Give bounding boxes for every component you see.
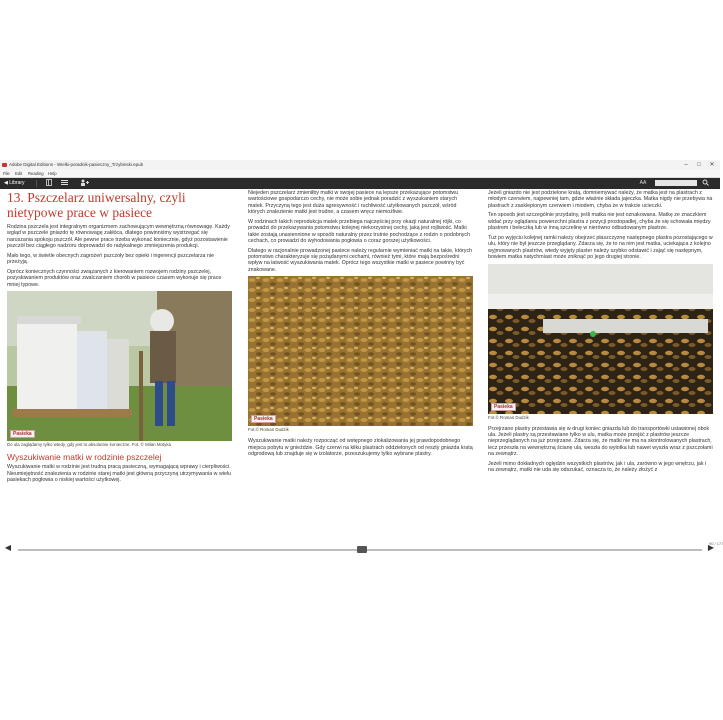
close-button[interactable]: ✕ [709,162,715,168]
next-page-arrow-icon[interactable]: ▶ [707,543,715,552]
publisher-logo: Pasieka [491,403,516,411]
bees-frame-photo [248,276,473,426]
queen-bee-photo [488,264,713,414]
photo-caption: Fot.© Roman Dudzik [248,427,289,433]
library-button[interactable]: ◀ Library [4,180,25,186]
paragraph: Przejrzane plastry przestawia się w drugi koniec gniazda lub do transportówki ustawionej obok ula. Jeżeli plastry są przestawiane tylko w ulu, matka może przejść z plastrów jeszcze nieprzeglądanych na już przejrzane. Zdarza się, że matki nie ma na skontrolowanych plastrach, lecz przeszła na wewnętrzną ścianę ula, weszła do wylotka lub nawet wyszła wraz z pszczołami na zewnątrz. [488,425,713,458]
page-indicator: 90 / 177 [709,541,723,546]
menu-bar [0,170,720,178]
paragraph: Mało tego, w świetle obecnych zagrożeń pszczoły bez opieki i ingerencji pszczelarza nie przeżyją. [7,252,214,266]
list-icon[interactable] [60,179,68,188]
toolbar-separator [36,180,37,187]
photo-caption: Fot.© Roman Dudzik [488,414,529,420]
paragraph: W rodzinach takich reprodukcja matek przebiega najczęściej przy okazji naturalnej rójki, co prowadzi do przekazywania potomstwu kolejnej niekorzystnej cechy, jaką jest rojliwość. Matki takie zostają unasiennione w sposób naturalny przez trutnie pochodzące z rodzin o podobnych cechach, co prowadzi do wyhodowania pogłowia o coraz gorszej użytkowości. [248,218,471,245]
paragraph: Niejeden pszczelarz zmieniłby matki w swojej pasiece na lepsze przekazujące potomstwu wartościowe gospodarczo cechy, nie może sobie jednak poradzić z wyszukaniem starych matek. Przyczyną tego jest duża agresywność i ruchliwość użytkowanych pszczół, wśród których znalezienie matki jest trudne, a czasem wręcz niemożliwe. [248,190,459,216]
bookmark-icon[interactable] [79,179,89,188]
toolbar [0,178,720,189]
publisher-logo: Pasieka [10,430,35,438]
title-bar [0,160,720,170]
section-subtitle: Wyszukiwanie matki w rodzinie pszczelej [7,452,162,463]
app-icon [2,163,7,167]
reader-window [0,160,720,560]
minimize-button[interactable]: ‒ [684,162,688,168]
panel-icon[interactable] [45,179,53,188]
search-icon[interactable] [700,179,710,188]
text-column-2 [248,190,473,461]
menu-edit[interactable]: Edit [15,171,23,176]
search-input[interactable] [655,180,697,186]
maximize-button[interactable]: □ [697,162,701,168]
page-navigation-bar [0,541,723,556]
paragraph: Rodzina pszczela jest integralnym organizmem zachowującym wewnętrzną równowagę. Każdy wgląd w pszczele gniazdo tę równowagę zakłóca, dlatego powinniśmy wystrzegać się naruszania spokoju pszczół. Ale pewne prace trzeba wykonać koniecznie, gdyż pozostawienie pszczół bez ciągłego nadzoru doprowadzi do radykalnego zmniejszenia produkcji. [7,224,230,250]
page-slider-thumb[interactable] [357,541,723,553]
window-title: Adobe Digital Editions - Wielki-poradnik-pasieczny_Trzybinski.epub [9,162,144,167]
beekeeper-photo [7,291,232,441]
paragraph: Wyszukiwanie matki w rodzinie jest trudną pracą pasieczną, wymagającą wprawy i cierpliwości. Nieumiejętność znalezienia w rodzinie starej matki jest główną przyczyną utrzymywania w wielu pasiekach pogłowia o niskiej wartości użytkowej. [7,464,232,484]
paragraph: Dlatego w racjonalnie prowadzonej pasiece należy regularnie wymieniać matki na takie, których potomstwo charakteryzuje się pożądanymi cechami, również tymi, które mają bezpośredni wpływ na łatwość wyszukiwania matek. Oprócz tego wszystkie matki w pasiece powinny być znakowane. [248,247,473,273]
book-page [0,190,720,547]
publisher-logo: Pasieka [251,415,276,423]
paragraph: Ten sposób jest szczególnie przydatny, jeśli matka nie jest oznakowana. Matkę ze znaczkiem widać przy oglądaniu powierzchni plastra z pozycji prostopadłej, chyba że się schowała między plastrem i beleczką lub w inną szczelinę w nierówno odbudowanym plastrze. [488,212,711,232]
menu-help[interactable]: Help [48,171,57,176]
paragraph: Oprócz koniecznych czynności związanych z kierowaniem rozwojem rodziny pszczelej, pozyskiwaniem produktów oraz zwalczaniem chorób w pasiece czasem wykonuje się prace mniej typowe. [7,268,222,288]
menu-file[interactable]: File [3,171,10,176]
paragraph: Tuż po wyjęciu kolejnej ramki należy obejrzeć płaszczyznę następnego plastra pozostającego w ulu, który nie był jeszcze przeglądany. Zdarza się, że to na nim jest matka, uciekająca z kolejno wyjmowanych plastrów, wtedy wyjęty plaster należy szybko odstawić i zająć się następnym, bowiem matka natychmiast może zniknąć po jego drugiej stronie. [488,234,713,261]
paragraph: Jeżeli mimo dokładnych oględzin wszystkich plastrów, jak i ula, zarówno w jego wnętrzu, jak i na zewnątrz, matki nie uda się odszukać, oznacza to, że należy złożyć z [488,460,707,474]
paragraph: Jeżeli gniazdo nie jest podzielone kratą, domniemywać należy, że matka jest na plastrach z młodym czerwiem, najpewniej tam, gdzie właśnie składa jajeczka. Matka nigdy nie przebywa na plastrach z zasklepionym czerwiem i miodem, chyba że w trakcie ucieczki. [488,190,713,209]
previous-page-arrow-icon[interactable]: ◀ [4,543,12,552]
paragraph: Wyszukiwanie matki należy rozpocząć od wstępnego zlokalizowania jej prawdopodobnego miejsca pobytu w gnieździe. Gdy czerwi na kilku plastrach oddzielonych od reszty gniazda kratą odgrodową lub znajduje się w izolatorze, przeszukujemy tylko wybrane plastry. [248,438,473,458]
text-column-3 [488,190,713,477]
font-size-icon[interactable]: AA [639,180,647,186]
text-column-1 [7,190,232,487]
chapter-title: 13. Pszczelarz uniwersalny, czyli nietypowe prace w pasiece [7,190,186,220]
menu-reading[interactable]: Reading [28,171,44,176]
photo-caption: Do ula zaglądamy tylko wtedy, gdy jest to absolutnie konieczne. Fot. © Milan Motyka [7,442,171,448]
